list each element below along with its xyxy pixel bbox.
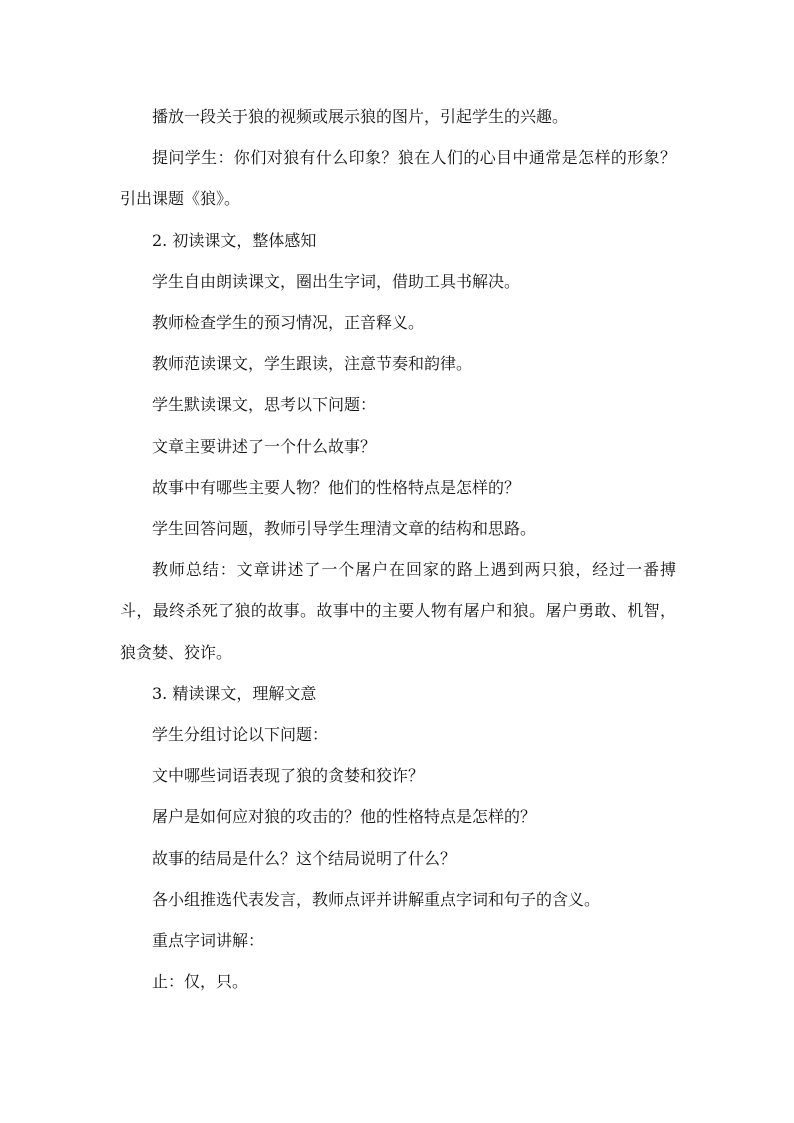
paragraph-group-presentation: 各小组推选代表发言，教师点评并讲解重点字词和句子的含义。 <box>152 889 601 909</box>
section-heading-close-reading: 3. 精读课文，理解文意 <box>152 683 317 703</box>
paragraph-question-story: 文章主要讲述了一个什么故事？ <box>152 436 377 456</box>
paragraph-question-characters: 故事中有哪些主要人物？他们的性格特点是怎样的？ <box>152 477 521 497</box>
paragraph-answer-guidance: 学生回答问题，教师引导学生理清文章的结构和思路。 <box>152 519 537 539</box>
section-heading-first-reading: 2. 初读课文，整体感知 <box>152 230 317 250</box>
paragraph-key-words-heading: 重点字词讲解： <box>152 931 265 951</box>
paragraph-check-preview: 教师检查学生的预习情况，正音释义。 <box>152 313 425 333</box>
paragraph-question-butcher: 屠户是如何应对狼的攻击的？他的性格特点是怎样的？ <box>152 807 537 827</box>
document-body <box>120 96 676 1002</box>
paragraph-key-word-zhi: 止：仅，只。 <box>152 972 249 992</box>
paragraph-free-reading: 学生自由朗读课文，圈出生字词，借助工具书解决。 <box>152 271 521 291</box>
paragraph-silent-reading: 学生默读课文，思考以下问题： <box>152 395 377 415</box>
paragraph-model-reading: 教师范读课文，学生跟读，注意节奏和韵律。 <box>152 354 473 374</box>
paragraph-group-discussion: 学生分组讨论以下问题： <box>152 725 329 745</box>
paragraph-question-wolf-words: 文中哪些词语表现了狼的贪婪和狡诈？ <box>152 766 425 786</box>
paragraph-teacher-summary: 教师总结：文章讲述了一个屠户在回家的路上遇到两只狼，经过一番搏斗，最终杀死了狼的故事。故事中的主要人物有屠户和狼。屠户勇敢、机智，狼贪婪、狡诈。 <box>120 560 676 662</box>
paragraph-question-impression: 提问学生：你们对狼有什么印象？狼在人们的心目中通常是怎样的形象？引出课题《狼》。 <box>120 148 676 209</box>
paragraph-intro-video: 播放一段关于狼的视频或展示狼的图片，引起学生的兴趣。 <box>152 107 569 126</box>
paragraph-question-ending: 故事的结局是什么？这个结局说明了什么？ <box>152 848 457 868</box>
